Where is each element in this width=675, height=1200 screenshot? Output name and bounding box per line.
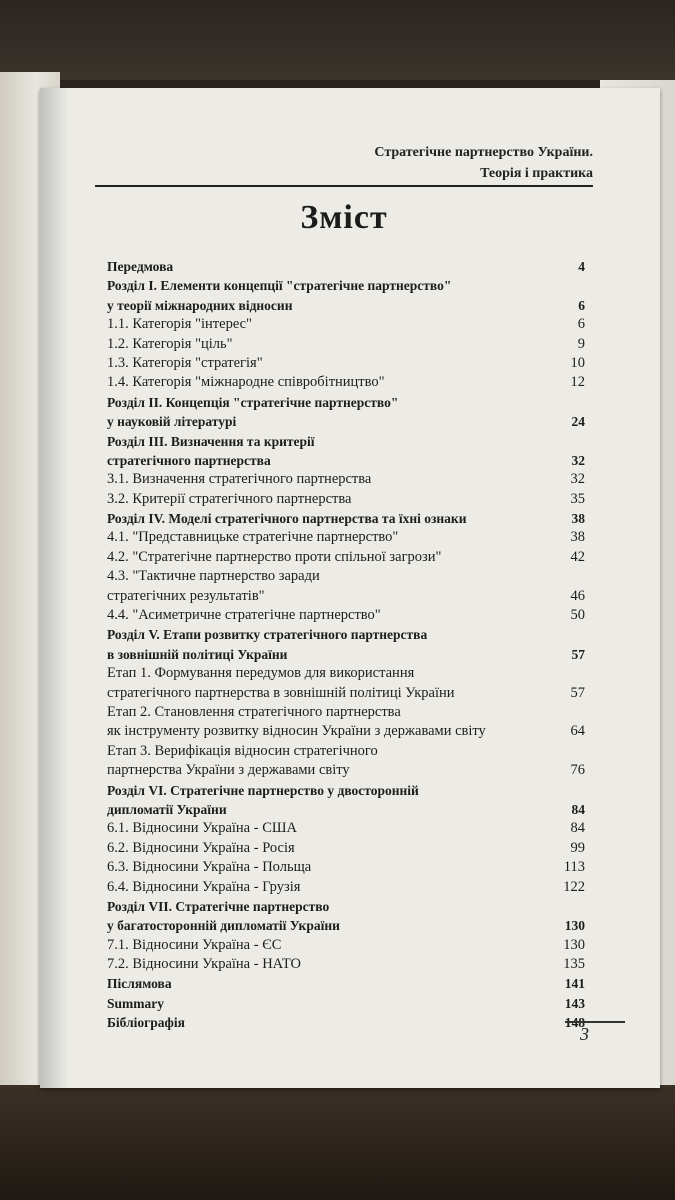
toc-entry-page: 35 xyxy=(570,490,585,507)
toc-entry-page: 24 xyxy=(571,414,585,430)
folio-rule xyxy=(565,1021,625,1023)
toc-entry-title: 4.4. "Асиметричне стратегічне партнерство" xyxy=(107,607,381,624)
toc-entry-page: 130 xyxy=(563,936,585,953)
toc-entry-page: 12 xyxy=(570,374,585,391)
toc-entry xyxy=(107,994,585,1013)
background-top xyxy=(0,0,675,80)
toc-entry-page: 50 xyxy=(570,607,585,624)
toc-entry-page: 99 xyxy=(570,839,585,856)
toc-entry xyxy=(107,296,585,315)
toc-entry-page: 135 xyxy=(563,956,585,973)
toc-entry xyxy=(107,335,585,354)
toc-entry-title: у теорії міжнародних відносин xyxy=(107,297,293,313)
toc-entry-title: Післямова xyxy=(107,976,172,992)
toc-entry-title: Розділ II. Концепція "стратегічне партнерство" xyxy=(107,394,399,410)
toc-entry-page: 38 xyxy=(570,529,585,546)
toc-entry-title: Бібліографія xyxy=(107,1015,185,1031)
toc-entry-page: 84 xyxy=(571,801,585,817)
toc-entry-title: 3.1. Визначення стратегічного партнерства xyxy=(107,471,372,488)
toc-entry-title: 6.3. Відносини Україна - Польща xyxy=(107,859,312,876)
toc-entry-title: в зовнішній політиці України xyxy=(107,646,288,662)
toc-entry xyxy=(107,858,585,877)
toc-entry-page: 42 xyxy=(570,548,585,565)
toc-entry-page: 9 xyxy=(577,335,585,352)
toc-entry-page: 46 xyxy=(570,587,585,604)
toc-entry xyxy=(107,703,585,722)
toc-entry-title: 4.3. "Тактичне партнерство заради xyxy=(107,568,320,585)
toc-entry-title: Передмова xyxy=(107,259,174,274)
toc-entry-page: 6 xyxy=(578,297,585,313)
toc-entry-title: стратегічних результатів" xyxy=(107,587,265,604)
toc-entry xyxy=(107,974,585,993)
toc-entry-page: 84 xyxy=(570,820,585,837)
toc-entry xyxy=(107,451,585,470)
toc-entry-page: 143 xyxy=(564,995,585,1011)
toc-entry xyxy=(107,470,585,489)
toc-entry-page: 122 xyxy=(563,878,585,895)
toc-entry-title: Етап 3. Верифікація відносин стратегічного xyxy=(107,742,378,759)
toc-entry-page: 32 xyxy=(570,471,585,488)
toc-entry-title: у багатосторонній дипломатії України xyxy=(107,918,340,934)
running-header-line2: Теорія і практика xyxy=(480,166,593,181)
toc-entry xyxy=(107,761,585,780)
toc-entry-title: Розділ VII. Стратегічне партнерство xyxy=(107,898,330,914)
toc-entry xyxy=(107,606,585,625)
toc-entry-page: 4 xyxy=(578,259,585,274)
page-title: Зміст xyxy=(300,199,388,236)
toc-entry xyxy=(107,625,585,644)
toc-entry-title: Розділ VI. Стратегічне партнерство у двосторонній xyxy=(107,782,419,798)
toc-entry xyxy=(107,722,585,741)
toc-entry xyxy=(107,567,585,586)
toc-entry-title: Розділ V. Етапи розвитку стратегічного партнерства xyxy=(107,627,428,643)
toc-entry-title: стратегічного партнерства xyxy=(107,452,271,468)
toc-entry-title: 7.2. Відносини Україна - НАТО xyxy=(107,956,301,973)
toc-entry xyxy=(107,781,585,800)
toc-entry xyxy=(107,276,585,295)
toc-entry xyxy=(107,257,585,276)
toc-entry-title: Етап 2. Становлення стратегічного партнерства xyxy=(107,703,401,720)
toc-entry-title: дипломатії України xyxy=(107,801,227,817)
toc-entry-title: 4.1. "Представницьке стратегічне партнерство" xyxy=(107,529,399,546)
toc-entry-title: 7.1. Відносини Україна - ЄС xyxy=(107,936,282,953)
toc-entry-page: 57 xyxy=(570,684,585,701)
toc-entry-title: Розділ IV. Моделі стратегічного партнерства та їхні ознаки xyxy=(107,511,467,527)
toc-entry-page: 130 xyxy=(564,918,585,934)
toc-entry-title: Розділ III. Визначення та критерії xyxy=(107,433,315,449)
toc-entry-title: 1.3. Категорія "стратегія" xyxy=(107,354,263,371)
toc-entry-title: стратегічного партнерства в зовнішній політиці України xyxy=(107,684,455,701)
toc-entry-page: 38 xyxy=(571,511,585,527)
toc-entry-title: 6.4. Відносини Україна - Грузія xyxy=(107,878,301,895)
toc-entry-page: 32 xyxy=(571,452,585,468)
table-surface xyxy=(0,1085,675,1200)
page-gutter-shadow xyxy=(40,88,68,1088)
table-of-contents xyxy=(107,257,585,1033)
toc-entry xyxy=(107,548,585,567)
toc-entry xyxy=(107,664,585,683)
toc-entry xyxy=(107,432,585,451)
toc-entry-title: 1.2. Категорія "ціль" xyxy=(107,335,233,352)
toc-entry xyxy=(107,684,585,703)
toc-entry xyxy=(107,819,585,838)
toc-entry-title: 6.1. Відносини Україна - США xyxy=(107,820,297,837)
toc-entry xyxy=(107,1013,585,1032)
toc-entry xyxy=(107,412,585,431)
header-rule xyxy=(95,185,593,187)
toc-entry xyxy=(107,373,585,392)
toc-entry-title: партнерства України з державами світу xyxy=(107,762,350,779)
toc-entry-title: у науковій літературі xyxy=(107,414,237,430)
toc-entry xyxy=(107,800,585,819)
toc-entry-page: 57 xyxy=(571,646,585,662)
toc-entry-page: 76 xyxy=(570,762,585,779)
toc-entry-title: 4.2. "Стратегічне партнерство проти спільної загрози" xyxy=(107,548,442,565)
page-number: 3 xyxy=(580,1024,589,1044)
toc-entry xyxy=(107,645,585,664)
toc-entry xyxy=(107,354,585,373)
toc-entry-page: 10 xyxy=(570,354,585,371)
toc-entry xyxy=(107,393,585,412)
toc-entry xyxy=(107,878,585,897)
toc-entry xyxy=(107,916,585,935)
toc-entry xyxy=(107,509,585,528)
toc-entry xyxy=(107,528,585,547)
toc-entry-title: 6.2. Відносини Україна - Росія xyxy=(107,839,295,856)
toc-entry-page: 64 xyxy=(570,723,585,740)
toc-entry xyxy=(107,490,585,509)
toc-entry-title: 3.2. Критерії стратегічного партнерства xyxy=(107,490,352,507)
toc-entry xyxy=(107,315,585,334)
toc-entry-page: 6 xyxy=(577,316,585,333)
toc-entry xyxy=(107,839,585,858)
toc-entry-title: Етап 1. Формування передумов для використання xyxy=(107,665,415,682)
toc-entry-title: 1.4. Категорія "міжнародне співробітництво" xyxy=(107,374,385,391)
toc-entry xyxy=(107,587,585,606)
toc-entry-title: Розділ I. Елементи концепції "стратегічне партнерство" xyxy=(107,278,452,294)
toc-entry-page: 113 xyxy=(563,859,585,876)
toc-entry xyxy=(107,936,585,955)
toc-entry-title: 1.1. Категорія "інтерес" xyxy=(107,316,252,333)
running-header-line1: Стратегічне партнерство України. xyxy=(374,145,593,160)
toc-entry-title: Summary xyxy=(107,995,164,1011)
toc-entry-title: як інструменту розвитку відносин України з державами світу xyxy=(107,723,486,740)
toc-entry xyxy=(107,742,585,761)
toc-entry xyxy=(107,897,585,916)
toc-entry-page: 141 xyxy=(564,976,585,992)
toc-entry xyxy=(107,955,585,974)
